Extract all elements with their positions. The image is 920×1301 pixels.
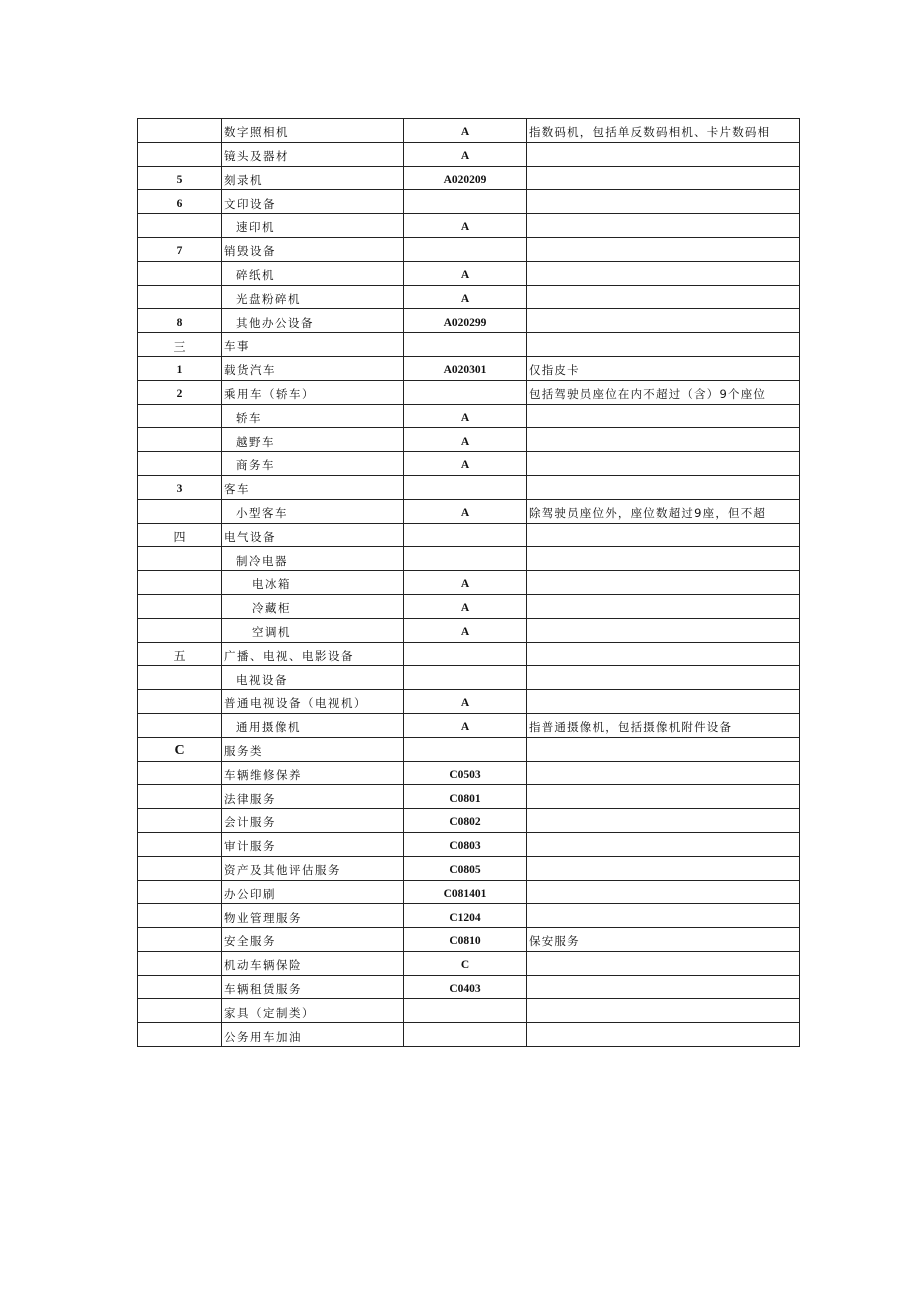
table-row	[138, 237, 800, 261]
item-name: 资产及其他评估服务	[222, 856, 404, 880]
item-name: 客车	[222, 475, 404, 499]
table-row	[138, 190, 800, 214]
item-code: A020301	[404, 356, 527, 380]
item-code: A	[404, 428, 527, 452]
item-name: 会计服务	[222, 809, 404, 833]
item-code	[404, 380, 527, 404]
item-note	[527, 618, 800, 642]
item-note: 指数码机，包括单反数码相机、卡片数码相	[527, 119, 800, 143]
table-row	[138, 928, 800, 952]
item-code: A	[404, 452, 527, 476]
item-code: A	[404, 261, 527, 285]
table-row	[138, 404, 800, 428]
row-number	[138, 594, 222, 618]
item-name: 法律服务	[222, 785, 404, 809]
row-number	[138, 713, 222, 737]
row-number: 2	[138, 380, 222, 404]
table-row	[138, 499, 800, 523]
item-code: A	[404, 285, 527, 309]
row-number: C	[138, 737, 222, 761]
item-note	[527, 333, 800, 357]
table-row	[138, 856, 800, 880]
table-row	[138, 975, 800, 999]
item-note	[527, 809, 800, 833]
row-number: 四	[138, 523, 222, 547]
item-note	[527, 904, 800, 928]
item-note	[527, 309, 800, 333]
item-code: C0801	[404, 785, 527, 809]
row-number	[138, 1023, 222, 1047]
table-row	[138, 309, 800, 333]
item-code: C1204	[404, 904, 527, 928]
item-code: C0403	[404, 975, 527, 999]
item-note	[527, 951, 800, 975]
item-note	[527, 428, 800, 452]
item-note: 仅指皮卡	[527, 356, 800, 380]
item-note	[527, 142, 800, 166]
item-code	[404, 642, 527, 666]
item-name: 普通电视设备（电视机）	[222, 690, 404, 714]
row-number	[138, 618, 222, 642]
row-number: 7	[138, 237, 222, 261]
item-name: 销毁设备	[222, 237, 404, 261]
item-note	[527, 571, 800, 595]
item-code	[404, 547, 527, 571]
table-row	[138, 523, 800, 547]
item-code: C081401	[404, 880, 527, 904]
item-name: 通用摄像机	[222, 713, 404, 737]
table-row	[138, 261, 800, 285]
row-number	[138, 690, 222, 714]
item-code: A	[404, 119, 527, 143]
table-row	[138, 594, 800, 618]
row-number	[138, 404, 222, 428]
item-name: 文印设备	[222, 190, 404, 214]
table-row	[138, 214, 800, 238]
item-note	[527, 1023, 800, 1047]
item-code: A	[404, 571, 527, 595]
item-code	[404, 333, 527, 357]
item-name: 车辆维修保养	[222, 761, 404, 785]
item-name: 电视设备	[222, 666, 404, 690]
item-code	[404, 190, 527, 214]
row-number	[138, 999, 222, 1023]
item-name: 光盘粉碎机	[222, 285, 404, 309]
item-name: 乘用车（轿车）	[222, 380, 404, 404]
table-row	[138, 713, 800, 737]
row-number: 5	[138, 166, 222, 190]
item-code: A	[404, 404, 527, 428]
item-code: A	[404, 594, 527, 618]
item-name: 越野车	[222, 428, 404, 452]
table-row	[138, 880, 800, 904]
item-note	[527, 214, 800, 238]
item-note	[527, 237, 800, 261]
item-note	[527, 832, 800, 856]
item-note	[527, 404, 800, 428]
procurement-catalog-table	[137, 118, 800, 1047]
item-code: C0810	[404, 928, 527, 952]
table-row	[138, 832, 800, 856]
item-name: 小型客车	[222, 499, 404, 523]
table-row	[138, 951, 800, 975]
item-note: 指普通摄像机，包括摄像机附件设备	[527, 713, 800, 737]
item-note	[527, 547, 800, 571]
table-row	[138, 809, 800, 833]
item-name: 轿车	[222, 404, 404, 428]
item-name: 载货汽车	[222, 356, 404, 380]
table-row	[138, 547, 800, 571]
item-note	[527, 261, 800, 285]
item-name: 车事	[222, 333, 404, 357]
row-number	[138, 832, 222, 856]
table-row	[138, 737, 800, 761]
item-note: 包括驾驶员座位在内不超过（含）9个座位	[527, 380, 800, 404]
item-name: 电冰箱	[222, 571, 404, 595]
item-code	[404, 237, 527, 261]
table-row	[138, 999, 800, 1023]
table-row	[138, 475, 800, 499]
row-number: 3	[138, 475, 222, 499]
table-row	[138, 452, 800, 476]
item-name: 家具（定制类）	[222, 999, 404, 1023]
row-number	[138, 904, 222, 928]
item-name: 服务类	[222, 737, 404, 761]
item-note	[527, 785, 800, 809]
table-row	[138, 690, 800, 714]
item-code: A	[404, 214, 527, 238]
item-name: 公务用车加油	[222, 1023, 404, 1047]
row-number: 6	[138, 190, 222, 214]
item-note	[527, 856, 800, 880]
item-note	[527, 666, 800, 690]
row-number	[138, 499, 222, 523]
item-code	[404, 523, 527, 547]
row-number	[138, 951, 222, 975]
row-number	[138, 119, 222, 143]
item-code	[404, 475, 527, 499]
item-code	[404, 999, 527, 1023]
table-row	[138, 119, 800, 143]
table-row	[138, 166, 800, 190]
item-name: 空调机	[222, 618, 404, 642]
table-row	[138, 785, 800, 809]
table-row	[138, 571, 800, 595]
table-row	[138, 761, 800, 785]
item-note	[527, 999, 800, 1023]
row-number	[138, 666, 222, 690]
item-code: C0802	[404, 809, 527, 833]
row-number	[138, 571, 222, 595]
item-name: 审计服务	[222, 832, 404, 856]
row-number: 五	[138, 642, 222, 666]
item-code	[404, 666, 527, 690]
item-code	[404, 737, 527, 761]
row-number	[138, 880, 222, 904]
row-number	[138, 214, 222, 238]
row-number	[138, 261, 222, 285]
item-note	[527, 975, 800, 999]
row-number	[138, 856, 222, 880]
item-name: 冷藏柜	[222, 594, 404, 618]
item-name: 其他办公设备	[222, 309, 404, 333]
item-code: A020209	[404, 166, 527, 190]
table-row	[138, 333, 800, 357]
row-number	[138, 142, 222, 166]
item-name: 商务车	[222, 452, 404, 476]
item-note	[527, 475, 800, 499]
item-note: 除驾驶员座位外，座位数超过9座，但不超	[527, 499, 800, 523]
item-code	[404, 1023, 527, 1047]
item-note	[527, 523, 800, 547]
table-row	[138, 285, 800, 309]
item-code: C0803	[404, 832, 527, 856]
row-number: 三	[138, 333, 222, 357]
row-number	[138, 452, 222, 476]
item-note	[527, 690, 800, 714]
item-code: C0805	[404, 856, 527, 880]
item-note	[527, 642, 800, 666]
row-number: 1	[138, 356, 222, 380]
row-number: 8	[138, 309, 222, 333]
item-name: 车辆租赁服务	[222, 975, 404, 999]
item-code: A	[404, 499, 527, 523]
table-row	[138, 428, 800, 452]
item-name: 物业管理服务	[222, 904, 404, 928]
table-row	[138, 380, 800, 404]
item-name: 电气设备	[222, 523, 404, 547]
item-note	[527, 880, 800, 904]
row-number	[138, 428, 222, 452]
row-number	[138, 809, 222, 833]
item-note	[527, 285, 800, 309]
item-name: 镜头及器材	[222, 142, 404, 166]
table-row	[138, 142, 800, 166]
item-note	[527, 166, 800, 190]
item-note	[527, 761, 800, 785]
item-code: C	[404, 951, 527, 975]
item-name: 制冷电器	[222, 547, 404, 571]
row-number	[138, 285, 222, 309]
row-number	[138, 928, 222, 952]
table-row	[138, 904, 800, 928]
item-code: A	[404, 142, 527, 166]
item-name: 速印机	[222, 214, 404, 238]
item-code: A020299	[404, 309, 527, 333]
table-row	[138, 618, 800, 642]
table-row	[138, 666, 800, 690]
item-name: 碎纸机	[222, 261, 404, 285]
item-code: C0503	[404, 761, 527, 785]
item-name: 办公印刷	[222, 880, 404, 904]
row-number	[138, 785, 222, 809]
item-code: A	[404, 713, 527, 737]
item-name: 数字照相机	[222, 119, 404, 143]
item-name: 广播、电视、电影设备	[222, 642, 404, 666]
row-number	[138, 761, 222, 785]
item-note	[527, 737, 800, 761]
item-note	[527, 594, 800, 618]
item-code: A	[404, 618, 527, 642]
item-code: A	[404, 690, 527, 714]
row-number	[138, 975, 222, 999]
item-note: 保安服务	[527, 928, 800, 952]
table-row	[138, 1023, 800, 1047]
item-name: 刻录机	[222, 166, 404, 190]
table-row	[138, 642, 800, 666]
item-name: 安全服务	[222, 928, 404, 952]
item-note	[527, 190, 800, 214]
item-note	[527, 452, 800, 476]
row-number	[138, 547, 222, 571]
table-row	[138, 356, 800, 380]
item-name: 机动车辆保险	[222, 951, 404, 975]
